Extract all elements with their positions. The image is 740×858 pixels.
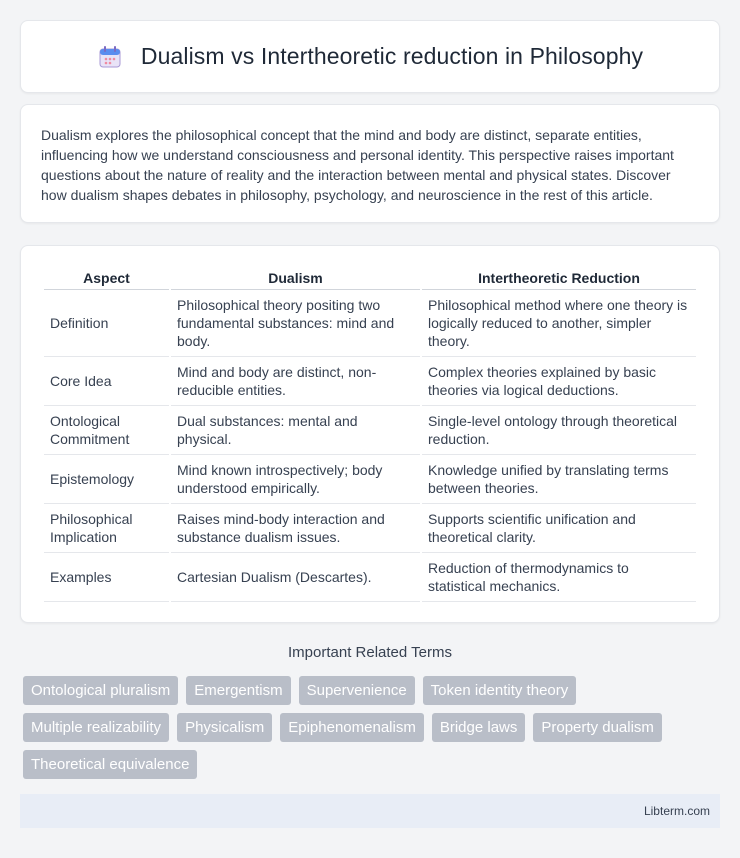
row-reduction: Reduction of thermodynamics to statistical mechanics. (422, 553, 696, 602)
header-dualism: Dualism (171, 266, 420, 290)
table-row (44, 290, 696, 357)
row-dualism: Dual substances: mental and physical. (171, 406, 420, 455)
row-aspect: Philosophical Implication (44, 504, 169, 553)
row-dualism: Mind and body are distinct, non-reducible entities. (171, 357, 420, 406)
tag-ontological-pluralism[interactable]: Ontological pluralism (23, 676, 178, 705)
table-row (44, 455, 696, 504)
table-row (44, 553, 696, 602)
row-aspect: Epistemology (44, 455, 169, 504)
row-reduction: Complex theories explained by basic theories via logical deductions. (422, 357, 696, 406)
tag-multiple-realizability[interactable]: Multiple realizability (23, 713, 169, 742)
table-row (44, 504, 696, 553)
related-terms-title: Important Related Terms (288, 644, 452, 661)
table-header-row (44, 266, 696, 290)
tag-token-identity-theory[interactable]: Token identity theory (423, 676, 577, 705)
calendar-icon (97, 44, 123, 70)
row-reduction: Philosophical method where one theory is logically reduced to another, simpler theory. (422, 290, 696, 357)
row-aspect: Ontological Commitment (44, 406, 169, 455)
row-reduction: Knowledge unified by translating terms between theories. (422, 455, 696, 504)
tag-supervenience[interactable]: Supervenience (299, 676, 415, 705)
header-aspect: Aspect (44, 266, 169, 290)
row-dualism: Mind known introspectively; body understood empirically. (171, 455, 420, 504)
tag-emergentism[interactable]: Emergentism (186, 676, 290, 705)
row-dualism: Cartesian Dualism (Descartes). (171, 553, 420, 602)
row-reduction: Single-level ontology through theoretical reduction. (422, 406, 696, 455)
tag-bridge-laws[interactable]: Bridge laws (432, 713, 526, 742)
row-dualism: Raises mind-body interaction and substance dualism issues. (171, 504, 420, 553)
page-title: Dualism vs Intertheoretic reduction in Philosophy (140, 43, 644, 69)
footer-brand[interactable]: Libterm.com (643, 804, 710, 818)
row-dualism: Philosophical theory positing two fundamental substances: mind and body. (171, 290, 420, 357)
table-row (44, 357, 696, 406)
table-row (44, 406, 696, 455)
title-card (20, 20, 720, 93)
tag-physicalism[interactable]: Physicalism (177, 713, 272, 742)
tag-property-dualism[interactable]: Property dualism (533, 713, 662, 742)
row-reduction: Supports scientific unification and theoretical clarity. (422, 504, 696, 553)
comparison-table (42, 266, 698, 602)
related-terms-list (23, 676, 723, 779)
row-aspect: Examples (44, 553, 169, 602)
row-aspect: Definition (44, 290, 169, 357)
header-intertheoretic-reduction: Intertheoretic Reduction (422, 266, 696, 290)
tag-theoretical-equivalence[interactable]: Theoretical equivalence (23, 750, 197, 779)
row-aspect: Core Idea (44, 357, 169, 406)
footer (20, 794, 720, 828)
comparison-table-card (20, 245, 720, 623)
intro-text: Dualism explores the philosophical concept that the mind and body are distinct, separate entities, influencing how we understand consciousness and personal identity. This perspective raises important questions about the nature of reality and the interaction between mental and physical states. Discover how dualism shapes debates in philosophy, psychology, and neuroscience in the rest of this article. (41, 127, 674, 203)
intro-card (20, 104, 720, 223)
tag-epiphenomenalism[interactable]: Epiphenomenalism (280, 713, 424, 742)
